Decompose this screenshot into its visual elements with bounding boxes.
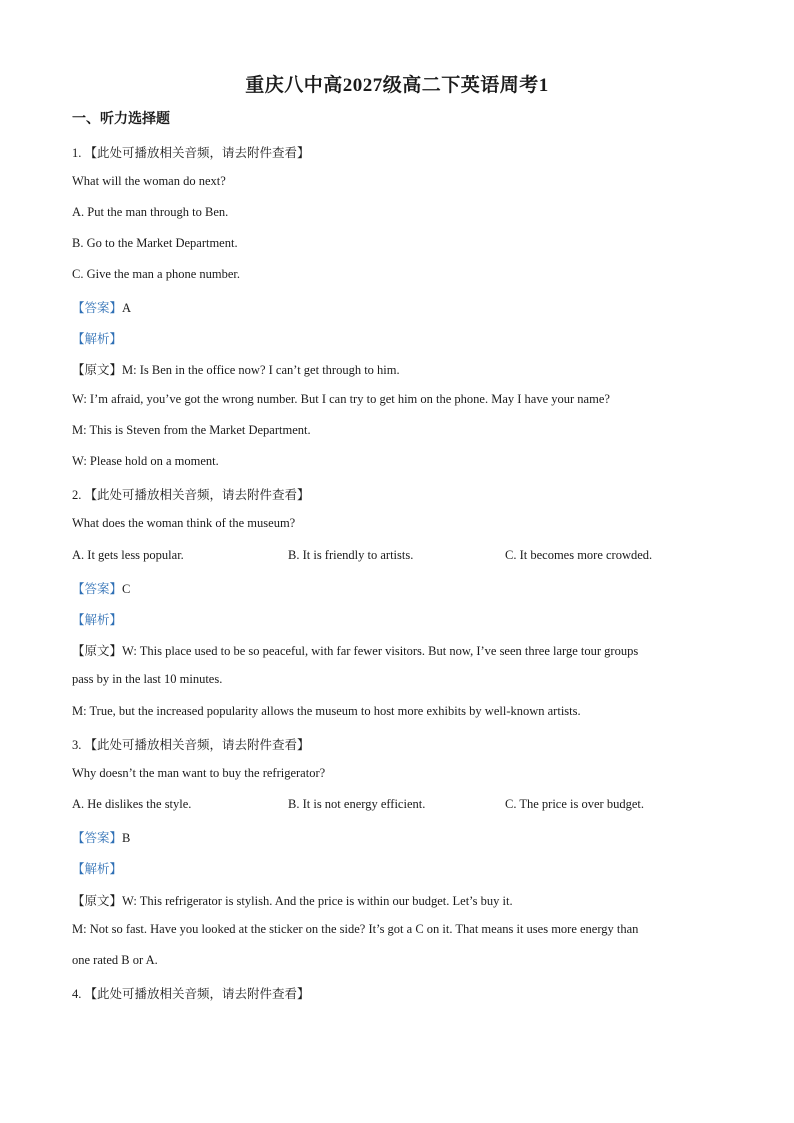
q2-answer [72, 579, 130, 597]
q2-options [72, 548, 732, 566]
transcript-text: W: This refrigerator is stylish. And the price is within our budget. Let’s buy it. [122, 894, 513, 908]
q2-option-c: C. It becomes more crowded. [505, 548, 653, 562]
transcript-text: W: This place used to be so peaceful, with far fewer visitors. But now, I’ve seen three large tour groups [122, 644, 639, 658]
q1-question: What will the woman do next? [72, 174, 226, 188]
q3-option-c: C. The price is over budget. [505, 797, 644, 811]
q3-answer [72, 828, 130, 846]
q1-option-a: A. Put the man through to Ben. [72, 205, 229, 219]
q1-transcript-4: W: Please hold on a moment. [72, 454, 219, 468]
q4-heading[interactable]: 4. 【此处可播放相关音频，请去附件查看】 [72, 987, 310, 1001]
q2-transcript-3: M: True, but the increased popularity allows the museum to host more exhibits by well-known artists. [72, 704, 581, 718]
source-tag: 【原文】 [72, 644, 123, 658]
q2-transcript-2: pass by in the last 10 minutes. [72, 672, 223, 686]
q3-transcript-2: M: Not so fast. Have you looked at the sticker on the side? It’s got a C on it. That means it uses more energy than [72, 922, 639, 936]
section-heading: 一、听力选择题 [72, 112, 170, 127]
q1-heading[interactable]: 1. 【此处可播放相关音频，请去附件查看】 [72, 146, 310, 160]
answer-tag: 【答案】 [72, 831, 123, 845]
q3-options [72, 797, 732, 815]
q1-transcript-3: M: This is Steven from the Market Department. [72, 423, 311, 437]
q3-option-a: A. He dislikes the style. [72, 797, 192, 811]
answer-tag: 【答案】 [72, 582, 123, 596]
q3-analysis-tag: 【解析】 [72, 862, 123, 876]
q1-transcript-2: W: I’m afraid, you’ve got the wrong number. But I can try to get him on the phone. May I have your name? [72, 392, 610, 406]
q1-option-b: B. Go to the Market Department. [72, 236, 238, 250]
q2-analysis-tag: 【解析】 [72, 613, 123, 627]
q2-heading[interactable]: 2. 【此处可播放相关音频，请去附件查看】 [72, 488, 310, 502]
q3-question: Why doesn’t the man want to buy the refrigerator? [72, 766, 326, 780]
answer-tag: 【答案】 [72, 301, 123, 315]
q3-heading[interactable]: 3. 【此处可播放相关音频，请去附件查看】 [72, 738, 310, 752]
page-title: 重庆八中高2027级高二下英语周考1 [245, 75, 549, 96]
q1-analysis-tag: 【解析】 [72, 332, 123, 346]
q2-transcript-1 [72, 641, 638, 659]
transcript-text: M: Is Ben in the office now? I can’t get through to him. [122, 363, 400, 377]
q2-question: What does the woman think of the museum? [72, 516, 296, 530]
source-tag: 【原文】 [72, 363, 123, 377]
answer-value: B [122, 831, 131, 845]
q1-answer [72, 298, 131, 316]
q2-option-b: B. It is friendly to artists. [288, 548, 414, 562]
q1-option-c: C. Give the man a phone number. [72, 267, 241, 281]
q1-transcript-1 [72, 360, 400, 378]
source-tag: 【原文】 [72, 894, 123, 908]
q3-transcript-1 [72, 891, 513, 909]
answer-value: C [122, 582, 131, 596]
q2-option-a: A. It gets less popular. [72, 548, 184, 562]
q3-transcript-3: one rated B or A. [72, 953, 158, 967]
answer-value: A [122, 301, 132, 315]
q3-option-b: B. It is not energy efficient. [288, 797, 426, 811]
